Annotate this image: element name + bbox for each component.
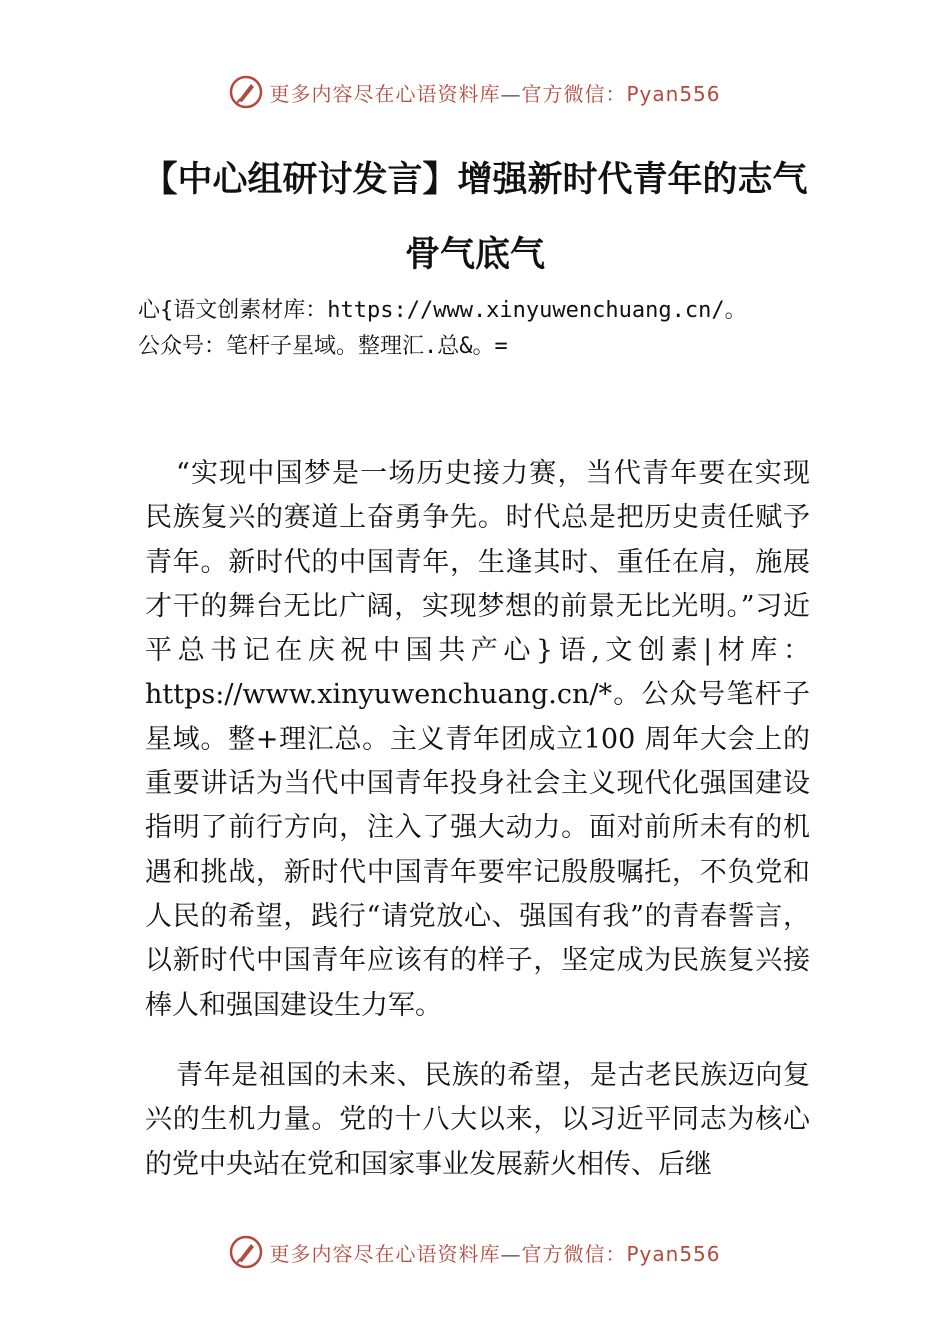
document-title-line1: 【中心组研讨发言】增强新时代青年的志气 — [142, 160, 808, 200]
banner-text: 更多内容尽在心语资料库—官方微信：Pyan556 — [269, 81, 721, 106]
source-note — [138, 293, 938, 365]
document-title-line2: 骨气底气 — [404, 235, 545, 275]
header-banner — [0, 72, 950, 112]
source-line-2: 公众号：笔杆子星域。整理汇.总&。= — [138, 334, 508, 359]
banner-text: 更多内容尽在心语资料库—官方微信：Pyan556 — [269, 1241, 721, 1266]
quill-logo-icon — [229, 1235, 263, 1269]
body-paragraph-2: 青年是祖国的未来、民族的希望，是古老民族迈向复兴的生机力量。党的十八大以来，以习近平同志为核心的党中央站在党和国家事业发展薪火相传、后继 — [145, 1060, 810, 1180]
body-paragraph-1: “实现中国梦是一场历史接力赛，当代青年要在实现民族复兴的赛道上奋勇争先。时代总是把历史责任赋予青年。新时代的中国青年，生逢其时、重任在肩，施展才干的舞台无比广阔，实现梦想的前景无比光明。”习近平总书记在庆祝中国共产心}语,文创素|材库：https://www.xinyuwenchuang.cn/*。公众号笔杆子星域。整+理汇总。主义青年团成立100 周年大会上的重要讲话为当代中国青年投身社会主义现代化强国建设指明了前行方向，注入了强大动力。面对前所未有的机遇和挑战，新时代中国青年要牢记殷殷嘱托，不负党和人民的希望，践行“请党放心、强国有我”的青春誓言，以新时代中国青年应该有的样子，坚定成为民族复兴接棒人和强国建设生力军。 — [145, 458, 810, 1021]
quill-logo-icon — [229, 75, 263, 109]
footer-banner — [0, 1232, 950, 1272]
source-line-1: 心{语文创素材库：https://www.xinyuwenchuang.cn/。 — [138, 298, 747, 323]
